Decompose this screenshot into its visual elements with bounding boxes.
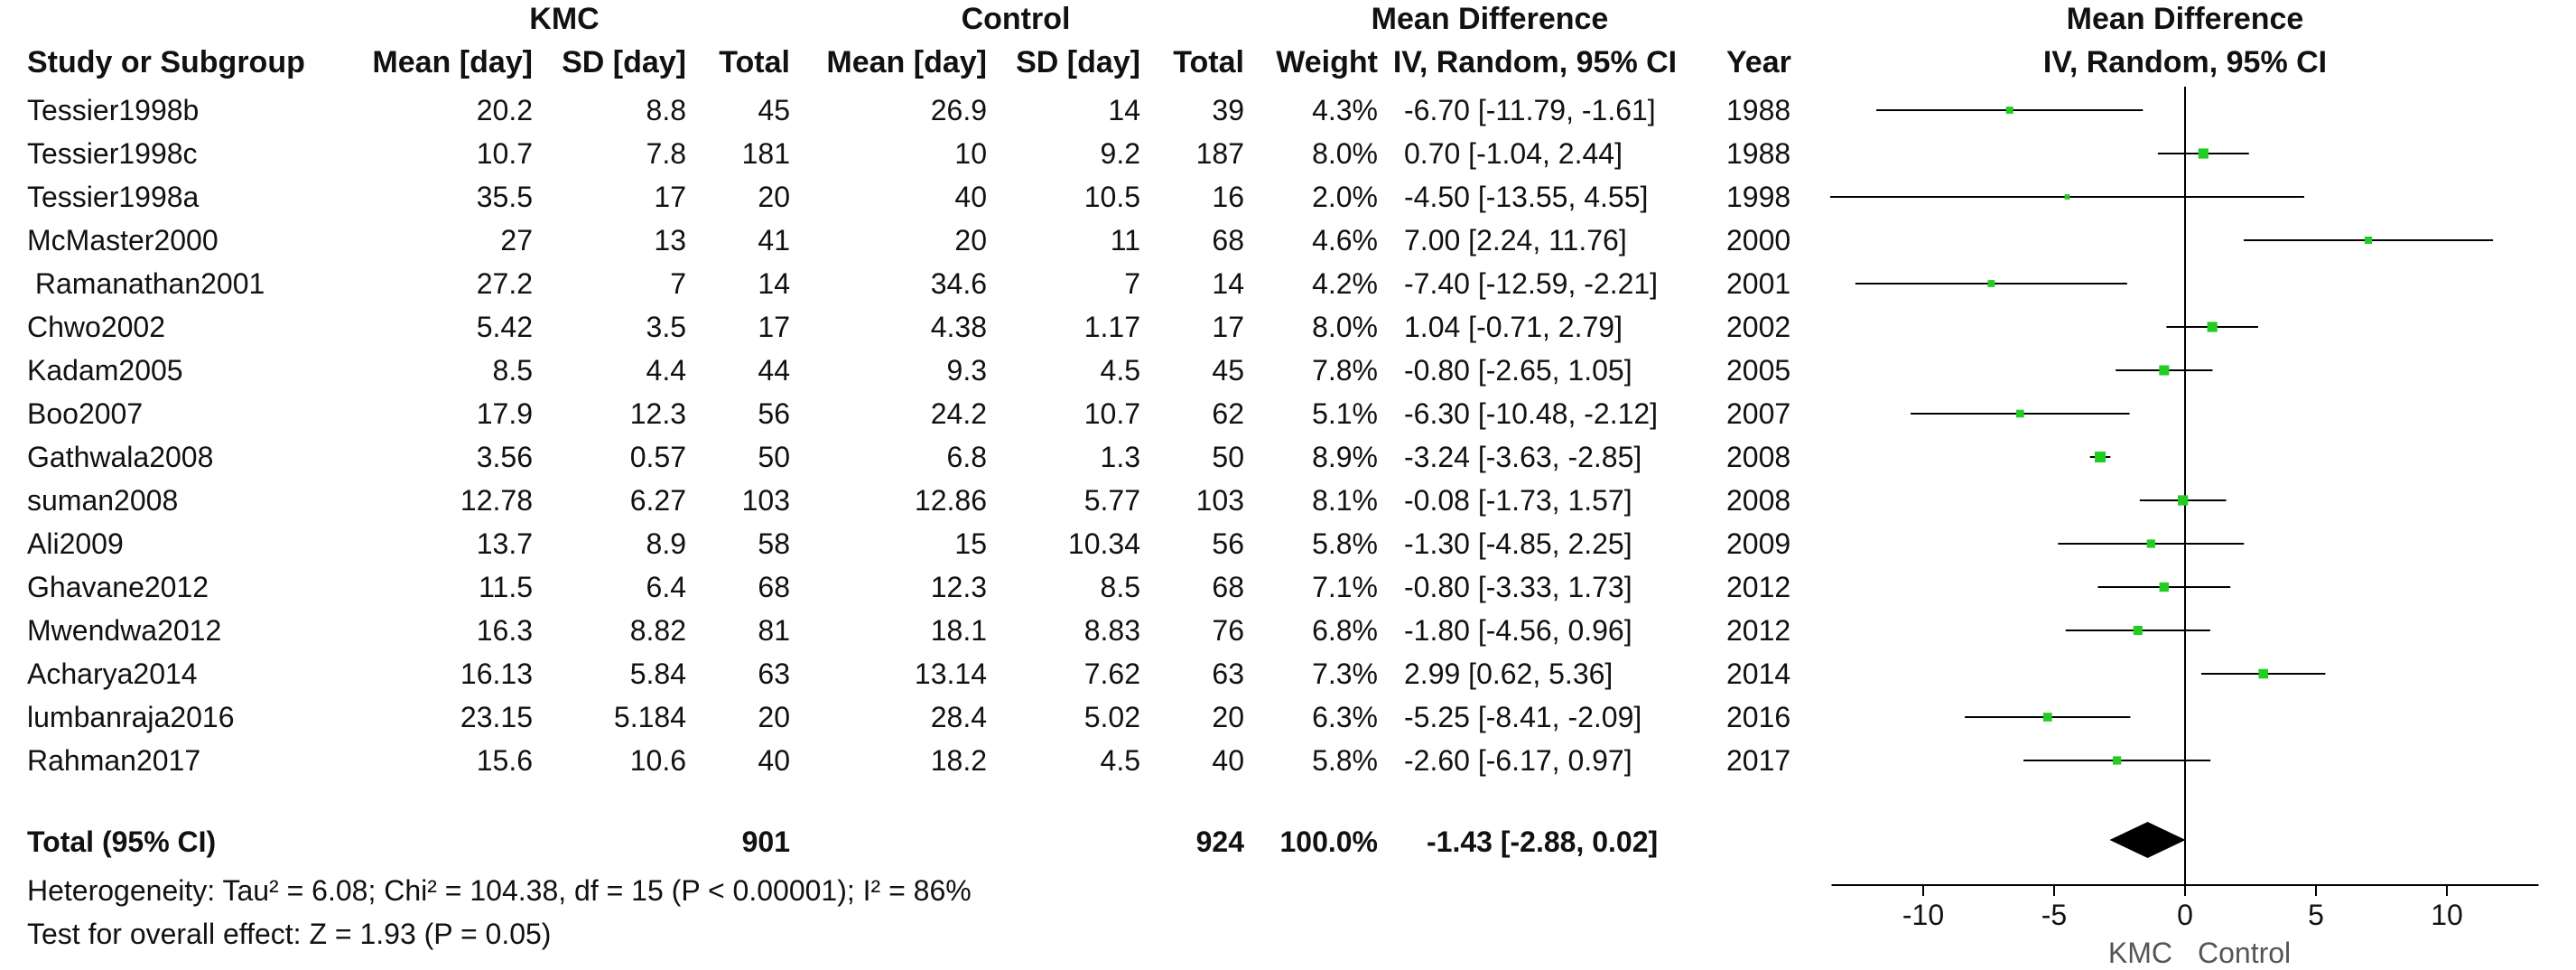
kmc-n: 81 [758, 614, 790, 647]
weight: 7.3% [1312, 658, 1378, 690]
kmc-total-n: 901 [741, 825, 790, 858]
kmc-n: 50 [758, 441, 790, 473]
point-estimate [2208, 322, 2218, 331]
md-ci: -6.70 [-11.79, -1.61] [1404, 94, 1656, 126]
axis-label-control: Control [2198, 937, 2292, 969]
md-ci: -2.60 [-6.17, 0.97] [1404, 744, 1632, 777]
kmc-n: 20 [758, 181, 790, 213]
control-n: 39 [1212, 94, 1244, 126]
control-mean-header: Mean [day] [826, 45, 987, 79]
study-name: Ali2009 [27, 527, 124, 560]
study-name: Tessier1998c [27, 137, 198, 170]
kmc-total-header: Total [719, 45, 790, 79]
point-estimate [2006, 107, 2013, 114]
control-mean: 6.8 [946, 441, 987, 473]
md-ci: -0.08 [-1.73, 1.57] [1404, 484, 1632, 517]
control-sd: 10.7 [1083, 397, 1140, 430]
heterogeneity-stat: Heterogeneity: Tau² = 6.08; Chi² = 104.38, df = 15 (P < 0.00001); I² = 86% [27, 874, 972, 907]
kmc-n: 103 [741, 484, 790, 517]
control-mean: 20 [954, 224, 987, 256]
year: 2007 [1726, 397, 1791, 430]
point-estimate [2043, 713, 2052, 722]
kmc-sd: 4.4 [646, 354, 686, 387]
control-n: 62 [1212, 397, 1244, 430]
control-n: 63 [1212, 658, 1244, 690]
weight: 4.3% [1312, 94, 1378, 126]
kmc-sd: 7 [670, 267, 686, 300]
kmc-sd: 5.184 [613, 701, 686, 733]
year: 2009 [1726, 527, 1791, 560]
md-ci: 1.04 [-0.71, 2.79] [1404, 311, 1623, 343]
study-name: suman2008 [27, 484, 179, 517]
year: 2005 [1726, 354, 1791, 387]
point-estimate [2016, 410, 2024, 418]
kmc-mean: 11.5 [479, 571, 533, 603]
point-estimate [2134, 626, 2143, 635]
weight: 4.2% [1312, 267, 1378, 300]
study-name: Mwendwa2012 [27, 614, 222, 647]
year: 1988 [1726, 94, 1791, 126]
control-mean: 12.86 [914, 484, 987, 517]
md-ci: -0.80 [-3.33, 1.73] [1404, 571, 1632, 603]
control-total-n: 924 [1195, 825, 1244, 858]
kmc-mean: 35.5 [476, 181, 533, 213]
md-ci: -4.50 [-13.55, 4.55] [1404, 181, 1649, 213]
study-name: Chwo2002 [27, 311, 165, 343]
study-name: Boo2007 [27, 397, 144, 430]
point-estimate [1988, 280, 1995, 287]
control-sd: 10.5 [1083, 181, 1140, 213]
control-n: 187 [1195, 137, 1244, 170]
point-estimate [2159, 365, 2169, 375]
point-estimate [2113, 756, 2121, 764]
year-header: Year [1726, 45, 1791, 79]
point-estimate [2199, 148, 2209, 158]
weight: 8.0% [1312, 137, 1378, 170]
control-n: 103 [1195, 484, 1244, 517]
point-estimate [2365, 237, 2372, 244]
control-mean: 13.14 [914, 658, 987, 690]
md-ci: 0.70 [-1.04, 2.44] [1404, 137, 1623, 170]
kmc-mean: 10.7 [476, 137, 533, 170]
control-sd-header: SD [day] [1016, 45, 1140, 79]
control-mean: 10 [954, 137, 987, 170]
control-sd: 5.02 [1083, 701, 1140, 733]
kmc-sd: 8.82 [629, 614, 686, 647]
control-sd: 7.62 [1083, 658, 1140, 690]
kmc-sd: 5.84 [629, 658, 686, 690]
kmc-n: 17 [758, 311, 790, 343]
kmc-sd: 10.6 [629, 744, 686, 777]
control-sd: 4.5 [1100, 744, 1140, 777]
control-mean: 24.2 [930, 397, 987, 430]
year: 1998 [1726, 181, 1791, 213]
x-tick-label: -10 [1902, 899, 1945, 931]
kmc-mean: 20.2 [476, 94, 533, 126]
control-mean: 18.1 [930, 614, 987, 647]
kmc-mean-header: Mean [day] [372, 45, 533, 79]
control-sd: 1.3 [1100, 441, 1140, 473]
point-estimate [2258, 669, 2268, 679]
point-estimate [2160, 583, 2169, 592]
control-mean: 40 [954, 181, 987, 213]
md-ci: -6.30 [-10.48, -2.12] [1404, 397, 1659, 430]
total-label: Total (95% CI) [27, 825, 217, 858]
kmc-n: 44 [758, 354, 790, 387]
x-tick-label: 0 [2177, 899, 2193, 931]
kmc-n: 41 [758, 224, 790, 256]
weight: 6.3% [1312, 701, 1378, 733]
weight: 7.1% [1312, 571, 1378, 603]
point-estimate [2065, 194, 2070, 200]
point-estimate [2178, 495, 2188, 505]
control-n: 76 [1212, 614, 1244, 647]
kmc-mean: 27.2 [476, 267, 533, 300]
kmc-mean: 5.42 [476, 311, 533, 343]
control-sd: 10.34 [1067, 527, 1140, 560]
control-total-header: Total [1173, 45, 1244, 79]
kmc-n: 68 [758, 571, 790, 603]
kmc-group-header: KMC [529, 2, 600, 36]
year: 2014 [1726, 658, 1791, 690]
year: 2002 [1726, 311, 1791, 343]
md-ci: -5.25 [-8.41, -2.09] [1404, 701, 1642, 733]
md-ci: -3.24 [-3.63, -2.85] [1404, 441, 1642, 473]
control-sd: 4.5 [1100, 354, 1140, 387]
control-sd: 8.5 [1100, 571, 1140, 603]
kmc-sd: 17 [654, 181, 686, 213]
kmc-mean: 27 [500, 224, 533, 256]
year: 2000 [1726, 224, 1791, 256]
control-n: 40 [1212, 744, 1244, 777]
kmc-mean: 16.3 [476, 614, 533, 647]
kmc-mean: 15.6 [476, 744, 533, 777]
kmc-sd: 6.4 [646, 571, 686, 603]
control-n: 56 [1212, 527, 1244, 560]
control-sd: 1.17 [1083, 311, 1140, 343]
study-column-header: Study or Subgroup [27, 45, 305, 79]
year: 2008 [1726, 484, 1791, 517]
weight: 5.1% [1312, 397, 1378, 430]
plot-title: Mean Difference [2066, 2, 2304, 36]
kmc-n: 20 [758, 701, 790, 733]
total-ci: -1.43 [-2.88, 0.02] [1427, 825, 1659, 858]
control-mean: 26.9 [930, 94, 987, 126]
control-n: 50 [1212, 441, 1244, 473]
kmc-n: 40 [758, 744, 790, 777]
kmc-n: 56 [758, 397, 790, 430]
control-mean: 9.3 [946, 354, 987, 387]
md-ci: -7.40 [-12.59, -2.21] [1404, 267, 1659, 300]
kmc-mean: 17.9 [476, 397, 533, 430]
control-sd: 7 [1124, 267, 1140, 300]
weight: 6.8% [1312, 614, 1378, 647]
md-ci: -0.80 [-2.65, 1.05] [1404, 354, 1632, 387]
control-mean: 15 [954, 527, 987, 560]
control-n: 17 [1212, 311, 1244, 343]
control-sd: 5.77 [1083, 484, 1140, 517]
overall-effect-stat: Test for overall effect: Z = 1.93 (P = 0.05) [27, 918, 552, 950]
year: 2001 [1726, 267, 1791, 300]
weight: 8.1% [1312, 484, 1378, 517]
control-n: 20 [1212, 701, 1244, 733]
weight: 8.0% [1312, 311, 1378, 343]
kmc-mean: 12.78 [460, 484, 533, 517]
md-method-header: IV, Random, 95% CI [1392, 45, 1678, 79]
kmc-sd: 6.27 [629, 484, 686, 517]
x-tick-label: 5 [2308, 899, 2324, 931]
weight: 7.8% [1312, 354, 1378, 387]
control-mean: 4.38 [930, 311, 987, 343]
weight: 2.0% [1312, 181, 1378, 213]
kmc-sd: 8.8 [646, 94, 686, 126]
weight: 4.6% [1312, 224, 1378, 256]
control-sd: 11 [1110, 224, 1140, 256]
study-name: Ghavane2012 [27, 571, 209, 603]
md-ci: -1.80 [-4.56, 0.96] [1404, 614, 1632, 647]
kmc-mean: 16.13 [460, 658, 533, 690]
kmc-sd: 3.5 [646, 311, 686, 343]
year: 1988 [1726, 137, 1791, 170]
kmc-sd: 8.9 [646, 527, 686, 560]
weight: 8.9% [1312, 441, 1378, 473]
control-n: 14 [1212, 267, 1244, 300]
kmc-n: 14 [758, 267, 790, 300]
study-name: lumbanraja2016 [27, 701, 235, 733]
control-n: 68 [1212, 224, 1244, 256]
control-n: 16 [1212, 181, 1244, 213]
kmc-mean: 23.15 [460, 701, 533, 733]
study-name: Ramanathan2001 [27, 267, 265, 300]
kmc-sd-header: SD [day] [562, 45, 686, 79]
md-group-header: Mean Difference [1371, 2, 1609, 36]
kmc-mean: 13.7 [476, 527, 533, 560]
kmc-sd: 12.3 [629, 397, 686, 430]
kmc-n: 45 [758, 94, 790, 126]
control-mean: 34.6 [930, 267, 987, 300]
control-mean: 12.3 [930, 571, 987, 603]
year: 2016 [1726, 701, 1791, 733]
year: 2017 [1726, 744, 1791, 777]
plot-method-header: IV, Random, 95% CI [2042, 45, 2328, 79]
overall-diamond [2109, 822, 2185, 858]
kmc-n: 181 [741, 137, 790, 170]
total-weight: 100.0% [1279, 825, 1378, 858]
control-mean: 28.4 [930, 701, 987, 733]
control-sd: 14 [1108, 94, 1140, 126]
axis-label-kmc: KMC [2107, 937, 2172, 969]
point-estimate [2147, 539, 2155, 547]
weight: 5.8% [1312, 527, 1378, 560]
kmc-sd: 13 [654, 224, 686, 256]
control-sd: 8.83 [1083, 614, 1140, 647]
year: 2008 [1726, 441, 1791, 473]
study-name: Gathwala2008 [27, 441, 214, 473]
weight: 5.8% [1312, 744, 1378, 777]
year: 2012 [1726, 614, 1791, 647]
year: 2012 [1726, 571, 1791, 603]
control-n: 68 [1212, 571, 1244, 603]
md-ci: -1.30 [-4.85, 2.25] [1404, 527, 1632, 560]
kmc-n: 58 [758, 527, 790, 560]
control-mean: 18.2 [930, 744, 987, 777]
control-n: 45 [1212, 354, 1244, 387]
md-ci: 2.99 [0.62, 5.36] [1404, 658, 1613, 690]
kmc-mean: 8.5 [492, 354, 533, 387]
kmc-sd: 0.57 [629, 441, 686, 473]
kmc-sd: 7.8 [646, 137, 686, 170]
x-tick-label: 10 [2431, 899, 2463, 931]
weight-header: Weight [1276, 45, 1378, 79]
study-name: Tessier1998b [27, 94, 200, 126]
control-sd: 9.2 [1100, 137, 1140, 170]
kmc-mean: 3.56 [476, 441, 533, 473]
point-estimate [2095, 452, 2106, 462]
md-ci: 7.00 [2.24, 11.76] [1404, 224, 1627, 256]
kmc-n: 63 [758, 658, 790, 690]
control-group-header: Control [961, 2, 1071, 36]
study-name: Tessier1998a [27, 181, 200, 213]
study-name: Rahman2017 [27, 744, 201, 777]
x-tick-label: -5 [2041, 899, 2068, 931]
study-name: Acharya2014 [27, 658, 198, 690]
study-name: Kadam2005 [27, 354, 183, 387]
study-name: McMaster2000 [27, 224, 219, 256]
